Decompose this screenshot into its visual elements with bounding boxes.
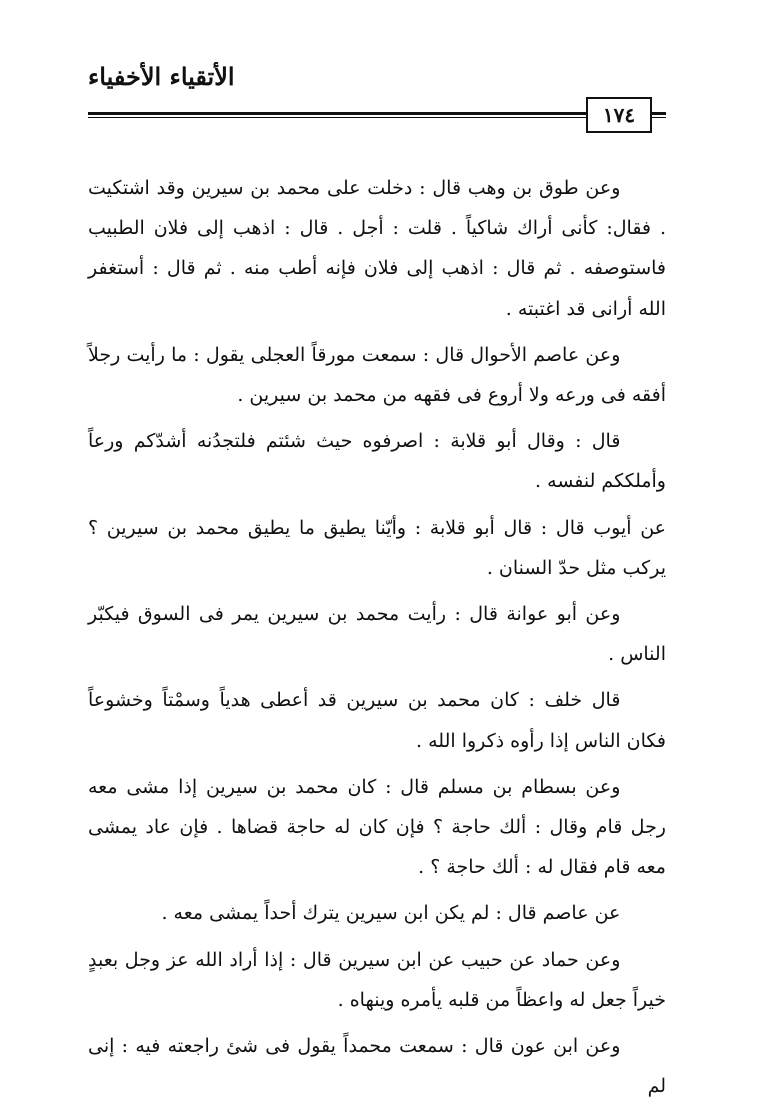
header-rule-thin <box>88 117 666 118</box>
body-text <box>88 168 666 1106</box>
paragraph: قال : وقال أبو قلابة : اصرفوه حيث شئتم فلتجدُنه أشدّكم ورعاً وأملككم لنفسه . <box>88 430 666 493</box>
header-rule <box>88 112 666 115</box>
paragraph: عن عاصم قال : لم يكن ابن سيرين يترك أحداً يمشى معه . <box>161 902 621 925</box>
paragraph: وعن حماد عن حبيب عن ابن سيرين قال : إذا أراد الله عز وجل بعبدٍ خيراً جعل له واعظاً من قلبه يأمره وينهاه . <box>88 948 666 1011</box>
paragraph: وعن أبو عوانة قال : رأيت محمد بن سيرين يمر فى السوق فيكبّر الناس . <box>88 603 666 666</box>
page-title: الأتقياء الأخفياء <box>88 62 235 91</box>
paragraph: قال خلف : كان محمد بن سيرين قد أعطى هدياً وسمْتاً وخشوعاً فكان الناس إذا رأوه ذكروا الله . <box>88 689 666 752</box>
paragraph: وعن عاصم الأحوال قال : سمعت مورقاً العجلى يقول : ما رأيت رجلاً أفقه فى ورعه ولا أروع فى فقهه من محمد بن سيرين . <box>88 343 666 407</box>
paragraph: عن أيوب قال : قال أبو قلابة : وأيّنا يطيق ما يطيق محمد بن سيرين ؟ يركب مثل حدّ السنان . <box>88 516 666 579</box>
paragraph: وعن بسطام بن مسلم قال : كان محمد بن سيرين إذا مشى معه رجل قام وقال : ألك حاجة ؟ فإن كان له حاجة قضاها . فإن عاد يمشى معه قام فقال له : ألك حاجة ؟ . <box>88 775 666 879</box>
paragraph: وعن طوق بن وهب قال : دخلت على محمد بن سيرين وقد اشتكيت . فقال: كأنى أراك شاكياً . قلت : أجل . قال : اذهب إلى فلان الطبيب فاستوصفه . ثم قال : اذهب إلى فلان فإنه أطب منه . ثم قال : أستغفر الله أرانى قد اغتبته . <box>88 177 666 320</box>
page-number: ١٧٤ <box>586 97 652 133</box>
paragraph: وعن ابن عون قال : سمعت محمداً يقول فى شئ راجعته فيه : إنى لم <box>88 1035 666 1098</box>
